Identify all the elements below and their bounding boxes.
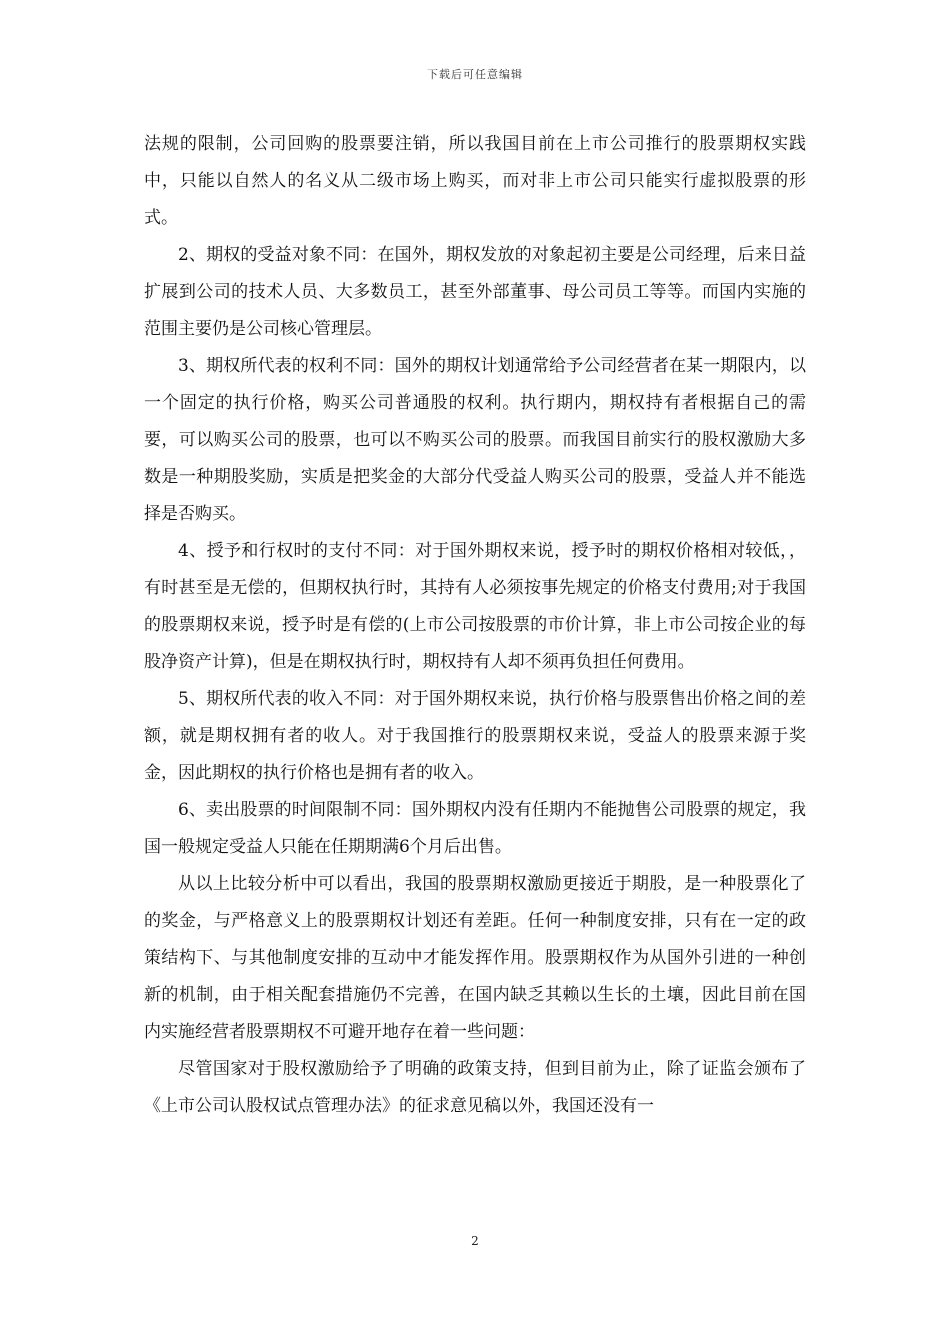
paragraph-6: 6、卖出股票的时间限制不同：国外期权内没有任期内不能抛售公司股票的规定，我国一般规定受益人只能在任期期满6个月后出售。 bbox=[144, 800, 806, 857]
paragraph-1: 法规的限制，公司回购的股票要注销，所以我国目前在上市公司推行的股票期权实践中，只能以自然人的名义从二级市场上购买，而对非上市公司只能实行虚拟股票的形式。 bbox=[144, 134, 806, 228]
paragraph-5: 5、期权所代表的收入不同：对于国外期权来说，执行价格与股票售出价格之间的差额，就是期权拥有者的收人。对于我国推行的股票期权来说，受益人的股票来源于奖金，因此期权的执行价格也是拥有者的收入。 bbox=[144, 689, 806, 783]
paragraph-2: 2、期权的受益对象不同：在国外，期权发放的对象起初主要是公司经理，后来日益扩展到公司的技术人员、大多数员工，甚至外部董事、母公司员工等等。而国内实施的范围主要仍是公司核心管理层。 bbox=[144, 245, 806, 339]
page-number: 2 bbox=[471, 1234, 479, 1248]
paragraph-8: 尽管国家对于股权激励给予了明确的政策支持，但到目前为止，除了证监会颁布了《上市公司认股权试点管理办法》的征求意见稿以外，我国还没有一 bbox=[144, 1059, 806, 1116]
paragraph-7: 从以上比较分析中可以看出，我国的股票期权激励更接近于期股，是一种股票化了的奖金，与严格意义上的股票期权计划还有差距。任何一种制度安排，只有在一定的政策结构下、与其他制度安排的互动中才能发挥作用。股票期权作为从国外引进的一种创新的机制，由于相关配套措施仍不完善，在国内缺乏其赖以生长的土壤，因此目前在国内实施经营者股票期权不可避开地存在着一些问题： bbox=[144, 874, 806, 1042]
paragraph-4: 4、授予和行权时的支付不同：对于国外期权来说，授予时的期权价格相对较低，，有时甚至是无偿的，但期权执行时，其持有人必须按事先规定的价格支付费用;对于我国的股票期权来说，授予时是有偿的(上市公司按股票的市价计算，非上市公司按企业的每股净资产计算)，但是在期权执行时，期权持有人却不须再负担任何费用。 bbox=[144, 541, 806, 672]
page-header: 下载后可任意编辑 bbox=[427, 68, 523, 81]
document-body bbox=[144, 126, 806, 1125]
paragraph-3: 3、期权所代表的权利不同：国外的期权计划通常给予公司经营者在某一期限内，以一个固定的执行价格，购买公司普通股的权利。执行期内，期权持有者根据自己的需要，可以购买公司的股票，也可以不购买公司的股票。而我国目前实行的股权激励大多数是一种期股奖励，实质是把奖金的大部分代受益人购买公司的股票，受益人并不能选择是否购买。 bbox=[144, 356, 806, 524]
